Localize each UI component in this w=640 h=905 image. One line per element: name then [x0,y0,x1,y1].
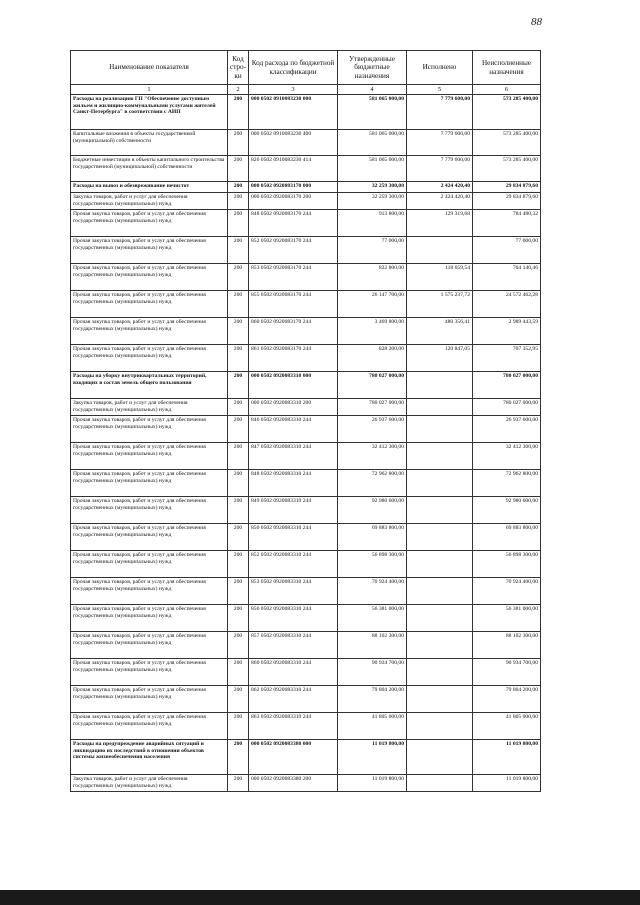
row-unexecuted: 29 834 879,60 [473,193,541,210]
row-name: Капитальные вложения в объекты государственной (муниципальной) собственности [71,130,228,156]
row-classification: 857 0502 0920083310 244 [249,632,338,659]
table-row [71,497,541,524]
row-classification: 000 0502 0920083170 200 [249,193,338,210]
row-code: 200 [228,524,249,551]
row-code: 200 [228,713,249,740]
row-executed [407,659,473,686]
row-approved: 26 147 700,00 [338,291,407,318]
row-name: Прочая закупка товаров, работ и услуг для обеспечения государственных (муниципальных) нужд [71,443,228,470]
table-row [71,399,541,416]
table-row [71,686,541,713]
row-approved: 70 924 400,00 [338,578,407,605]
row-unexecuted: 24 572 462,28 [473,291,541,318]
row-code: 200 [228,632,249,659]
row-unexecuted: 41 805 000,00 [473,713,541,740]
row-code: 200 [228,551,249,578]
table-row [71,775,541,792]
row-approved: 32 412 300,00 [338,443,407,470]
row-executed [407,713,473,740]
row-name: Закупка товаров, работ и услуг для обеспечения государственных (муниципальных) нужд [71,399,228,416]
row-classification: 000 0502 0920083310 000 [249,372,338,399]
table-row [71,345,541,372]
row-name: Прочая закупка товаров, работ и услуг для обеспечения государственных (муниципальных) нужд [71,470,228,497]
row-classification: 848 0502 0920083170 244 [249,210,338,237]
table-row [71,193,541,210]
row-name: Прочая закупка товаров, работ и услуг для обеспечения государственных (муниципальных) нужд [71,264,228,291]
row-unexecuted: 32 412 300,00 [473,443,541,470]
row-classification: 863 0502 0920083310 244 [249,713,338,740]
table-row [71,713,541,740]
header-executed: Исполнено [407,51,473,85]
row-unexecuted: 79 804 200,00 [473,686,541,713]
row-classification: 853 0502 0920083170 244 [249,264,338,291]
row-unexecuted: 11 019 800,00 [473,740,541,775]
row-executed [407,775,473,792]
row-code: 200 [228,372,249,399]
table-row [71,470,541,497]
row-code: 200 [228,497,249,524]
row-unexecuted: 56 381 000,00 [473,605,541,632]
row-approved: 41 805 000,00 [338,713,407,740]
row-name: Прочая закупка товаров, работ и услуг для обеспечения государственных (муниципальных) нужд [71,632,228,659]
row-executed [407,740,473,775]
row-name: Прочая закупка товаров, работ и услуг для обеспечения государственных (муниципальных) нужд [71,345,228,372]
row-approved: 3 469 800,00 [338,318,407,345]
row-approved: 77 000,00 [338,237,407,264]
row-classification: 000 0502 0910083230 000 [249,95,338,130]
row-unexecuted: 704 140,46 [473,264,541,291]
row-name: Прочая закупка товаров, работ и услуг для обеспечения государственных (муниципальных) нужд [71,237,228,264]
row-classification: 856 0502 0920083310 244 [249,605,338,632]
row-code: 200 [228,130,249,156]
row-code: 200 [228,318,249,345]
column-number: 6 [473,85,541,95]
row-code: 200 [228,264,249,291]
row-unexecuted: 784 480,32 [473,210,541,237]
row-classification: 852 0502 0920083310 244 [249,551,338,578]
row-name: Прочая закупка товаров, работ и услуг для обеспечения государственных (муниципальных) нужд [71,605,228,632]
row-unexecuted: 29 834 879,60 [473,182,541,193]
table-row [71,524,541,551]
row-executed [407,686,473,713]
table-row [71,156,541,182]
row-classification: 000 0502 0920083310 200 [249,399,338,416]
column-number: 3 [249,85,338,95]
row-classification: 847 0502 0920083310 244 [249,443,338,470]
row-executed [407,524,473,551]
column-number-row [71,85,541,95]
row-classification: 849 0502 0920083310 244 [249,497,338,524]
row-executed: 7 779 600,00 [407,130,473,156]
row-executed [407,578,473,605]
row-classification: 862 0502 0920083310 244 [249,686,338,713]
row-code: 200 [228,740,249,775]
row-code: 200 [228,443,249,470]
row-approved: 11 019 800,00 [338,740,407,775]
row-executed: 120 847,05 [407,345,473,372]
row-approved: 581 065 000,00 [338,156,407,182]
row-unexecuted: 77 000,00 [473,237,541,264]
row-unexecuted: 780 027 000,00 [473,372,541,399]
header-unexecuted: Неисполненные назначения [473,51,541,85]
row-approved: 11 019 800,00 [338,775,407,792]
table-row [71,551,541,578]
row-approved: 88 102 300,00 [338,632,407,659]
page-number: 88 [531,16,542,28]
row-executed: 1 575 237,72 [407,291,473,318]
row-approved: 56 381 000,00 [338,605,407,632]
row-classification: 852 0502 0920083170 244 [249,237,338,264]
row-approved: 79 804 200,00 [338,686,407,713]
row-name: Закупка товаров, работ и услуг для обеспечения государственных (муниципальных) нужд [71,193,228,210]
row-name: Расходы на реализацию ГП "Обеспечение доступным жильем и жилищно-коммунальными услугами жителей Санкт-Петербурга" в соответствии с АИП [71,95,228,130]
row-approved: 822 800,00 [338,264,407,291]
row-code: 200 [228,775,249,792]
row-executed [407,237,473,264]
row-approved: 581 065 000,00 [338,95,407,130]
row-unexecuted: 70 924 400,00 [473,578,541,605]
row-approved: 72 962 800,00 [338,470,407,497]
row-classification: 855 0502 0920083170 244 [249,291,338,318]
table-row [71,740,541,775]
row-classification: 850 0502 0920083310 244 [249,524,338,551]
row-executed [407,632,473,659]
row-executed: 2 424 420,40 [407,182,473,193]
table-row [71,443,541,470]
row-approved: 780 027 000,00 [338,372,407,399]
header-name: Наименование показателя [71,51,228,85]
row-name: Прочая закупка товаров, работ и услуг для обеспечения государственных (муниципальных) нужд [71,686,228,713]
row-classification: 000 0502 0920083380 000 [249,740,338,775]
row-name: Закупка товаров, работ и услуг для обеспечения государственных (муниципальных) нужд [71,775,228,792]
header-classification: Код расхода по бюджетной классификации [249,51,338,85]
row-name: Прочая закупка товаров, работ и услуг для обеспечения государственных (муниципальных) нужд [71,291,228,318]
row-code: 200 [228,237,249,264]
row-classification: 846 0502 0920083310 244 [249,416,338,443]
row-code: 200 [228,193,249,210]
row-classification: 860 0502 0920083310 244 [249,659,338,686]
row-name: Прочая закупка товаров, работ и услуг для обеспечения государственных (муниципальных) нужд [71,551,228,578]
row-executed: 7 779 600,00 [407,95,473,130]
row-name: Прочая закупка товаров, работ и услуг для обеспечения государственных (муниципальных) нужд [71,578,228,605]
row-code: 200 [228,416,249,443]
row-classification: 860 0502 0920083170 244 [249,318,338,345]
row-name: Прочая закупка товаров, работ и услуг для обеспечения государственных (муниципальных) нужд [71,210,228,237]
row-approved: 56 898 300,00 [338,551,407,578]
row-executed [407,605,473,632]
table-row [71,632,541,659]
row-code: 200 [228,95,249,130]
row-executed [407,470,473,497]
row-approved: 26 937 600,00 [338,416,407,443]
row-approved: 69 883 800,00 [338,524,407,551]
row-name: Расходы на вывоз и обезвреживание нечистот [71,182,228,193]
row-executed: 7 779 600,00 [407,156,473,182]
row-code: 200 [228,156,249,182]
row-unexecuted: 69 883 800,00 [473,524,541,551]
row-classification: 848 0502 0920083310 244 [249,470,338,497]
row-approved: 828 200,00 [338,345,407,372]
row-code: 200 [228,210,249,237]
column-number: 2 [228,85,249,95]
table-row [71,237,541,264]
row-unexecuted: 573 285 400,00 [473,156,541,182]
row-unexecuted: 573 285 400,00 [473,130,541,156]
row-name: Расходы на уборку внутриквартальных территорий, входящих в состав земель общего пользования [71,372,228,399]
table-row [71,416,541,443]
row-unexecuted: 92 980 600,00 [473,497,541,524]
row-classification: 000 0502 0920083380 200 [249,775,338,792]
row-approved: 780 027 000,00 [338,399,407,416]
scan-bottom-edge [0,890,640,905]
table-row [71,291,541,318]
row-executed [407,551,473,578]
row-name: Расходы на предупреждение аварийных ситуаций и ликвидацию их последствий в отношении объектов системы жизнеобеспечения населения [71,740,228,775]
row-name: Бюджетные инвестиции в объекты капитального строительства государственной (муниципальной) собственности [71,156,228,182]
header-row [71,51,541,85]
table-row [71,318,541,345]
row-classification: 861 0502 0920083170 244 [249,345,338,372]
row-name: Прочая закупка товаров, работ и услуг для обеспечения государственных (муниципальных) нужд [71,713,228,740]
row-code: 200 [228,578,249,605]
table-row [71,578,541,605]
row-classification: 853 0502 0920083310 244 [249,578,338,605]
budget-execution-table [70,50,541,792]
row-code: 200 [228,399,249,416]
column-number: 1 [71,85,228,95]
row-executed [407,443,473,470]
table-row [71,182,541,193]
row-name: Прочая закупка товаров, работ и услуг для обеспечения государственных (муниципальных) нужд [71,416,228,443]
row-approved: 90 934 700,00 [338,659,407,686]
row-code: 200 [228,470,249,497]
row-unexecuted: 26 937 600,00 [473,416,541,443]
row-unexecuted: 780 027 000,00 [473,399,541,416]
row-executed: 118 659,54 [407,264,473,291]
row-unexecuted: 88 102 300,00 [473,632,541,659]
row-name: Прочая закупка товаров, работ и услуг для обеспечения государственных (муниципальных) нужд [71,524,228,551]
row-code: 200 [228,291,249,318]
row-executed [407,399,473,416]
row-executed [407,416,473,443]
row-unexecuted: 90 934 700,00 [473,659,541,686]
table-row [71,264,541,291]
row-approved: 32 259 300,00 [338,193,407,210]
row-executed [407,497,473,524]
table-row [71,130,541,156]
row-classification: 000 0502 0920083170 000 [249,182,338,193]
row-code: 200 [228,659,249,686]
row-name: Прочая закупка товаров, работ и услуг для обеспечения государственных (муниципальных) нужд [71,659,228,686]
row-executed: 2 424 420,40 [407,193,473,210]
row-unexecuted: 56 898 300,00 [473,551,541,578]
row-code: 200 [228,605,249,632]
header-approved: Утвержденные бюджетные назначения [338,51,407,85]
row-code: 200 [228,182,249,193]
row-unexecuted: 573 285 400,00 [473,95,541,130]
table-row [71,210,541,237]
row-classification: 826 0502 0910083230 414 [249,156,338,182]
row-code: 200 [228,686,249,713]
row-executed: 129 319,68 [407,210,473,237]
row-approved: 32 259 300,00 [338,182,407,193]
row-executed: 480 356,41 [407,318,473,345]
table-row [71,95,541,130]
row-unexecuted: 72 962 800,00 [473,470,541,497]
row-classification: 000 0502 0910083230 400 [249,130,338,156]
column-number: 5 [407,85,473,95]
row-approved: 913 800,00 [338,210,407,237]
row-name: Прочая закупка товаров, работ и услуг для обеспечения государственных (муниципальных) нужд [71,497,228,524]
row-unexecuted: 2 989 443,59 [473,318,541,345]
header-code: Код стро-ки [228,51,249,85]
row-approved: 92 980 600,00 [338,497,407,524]
row-approved: 581 065 000,00 [338,130,407,156]
table-row [71,372,541,399]
row-name: Прочая закупка товаров, работ и услуг для обеспечения государственных (муниципальных) нужд [71,318,228,345]
row-executed [407,372,473,399]
table-row [71,659,541,686]
row-unexecuted: 707 352,95 [473,345,541,372]
column-number: 4 [338,85,407,95]
row-code: 200 [228,345,249,372]
table-row [71,605,541,632]
row-unexecuted: 11 019 800,00 [473,775,541,792]
